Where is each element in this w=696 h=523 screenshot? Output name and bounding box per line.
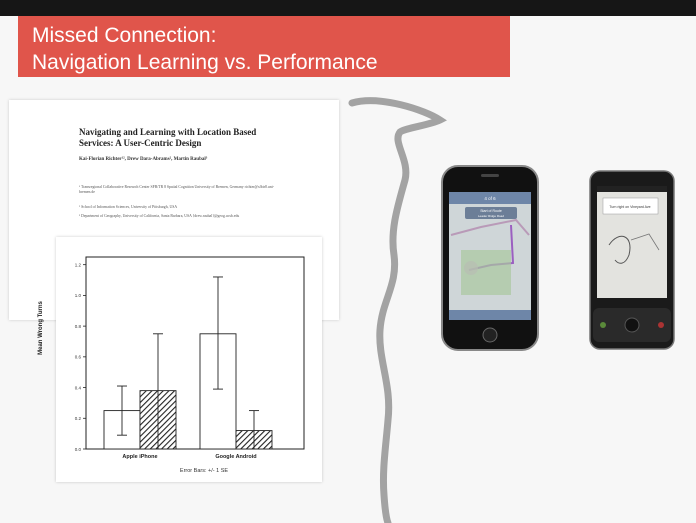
y-tick-label: 0.8 bbox=[74, 323, 81, 329]
iphone-callout-2: Leader Ridge Road bbox=[477, 214, 505, 218]
paper-affiliation-2: ² School of Information Sciences, University of Pittsburgh, USA bbox=[79, 205, 178, 209]
paper-authors: Kai-Florian Richter¹², Drew Dara-Abrams², Martin Raubal³ bbox=[79, 157, 208, 162]
y-tick-label: 0.2 bbox=[74, 416, 81, 422]
iphone-nav-label: 4 of 6 bbox=[484, 196, 496, 201]
slide-title-line-2: Navigation Learning vs. Performance bbox=[32, 51, 378, 74]
y-tick-label: 0.0 bbox=[74, 446, 81, 452]
error-bar-note: Error Bars: +/- 1 SE bbox=[179, 468, 229, 474]
paper-affiliation-1: ¹ Transregional Collaborative Research Center SFB/TR 8 Spatial Cognition University of Bremen, Germany richter@sfbtr8.uni-bremen.de bbox=[79, 185, 274, 194]
paper-title: Navigating and Learning with Location Based Services: A User-Centric Design bbox=[79, 127, 257, 148]
y-tick-label: 0.6 bbox=[74, 354, 81, 360]
slide-title-line-1: Missed Connection: bbox=[32, 24, 217, 47]
y-axis-title: Mean Wrong Turns bbox=[38, 301, 44, 355]
y-tick-label: 0.4 bbox=[74, 385, 81, 391]
android-image bbox=[589, 170, 675, 350]
y-tick-label: 1.2 bbox=[74, 262, 81, 268]
paper-affiliation-3: ³ Department of Geography, University of California, Santa Barbara, USA {drew.raubal}@geog.ucsb.edu bbox=[79, 214, 240, 218]
x-category-label: Apple iPhone bbox=[122, 454, 158, 460]
iphone-image bbox=[441, 165, 539, 351]
iphone-callout-1: Start of Route bbox=[480, 209, 502, 213]
y-tick-label: 1.0 bbox=[74, 293, 81, 299]
android-callout: Turn right on Vineyard Ave bbox=[609, 205, 651, 209]
x-category-label: Google Android bbox=[215, 454, 257, 460]
